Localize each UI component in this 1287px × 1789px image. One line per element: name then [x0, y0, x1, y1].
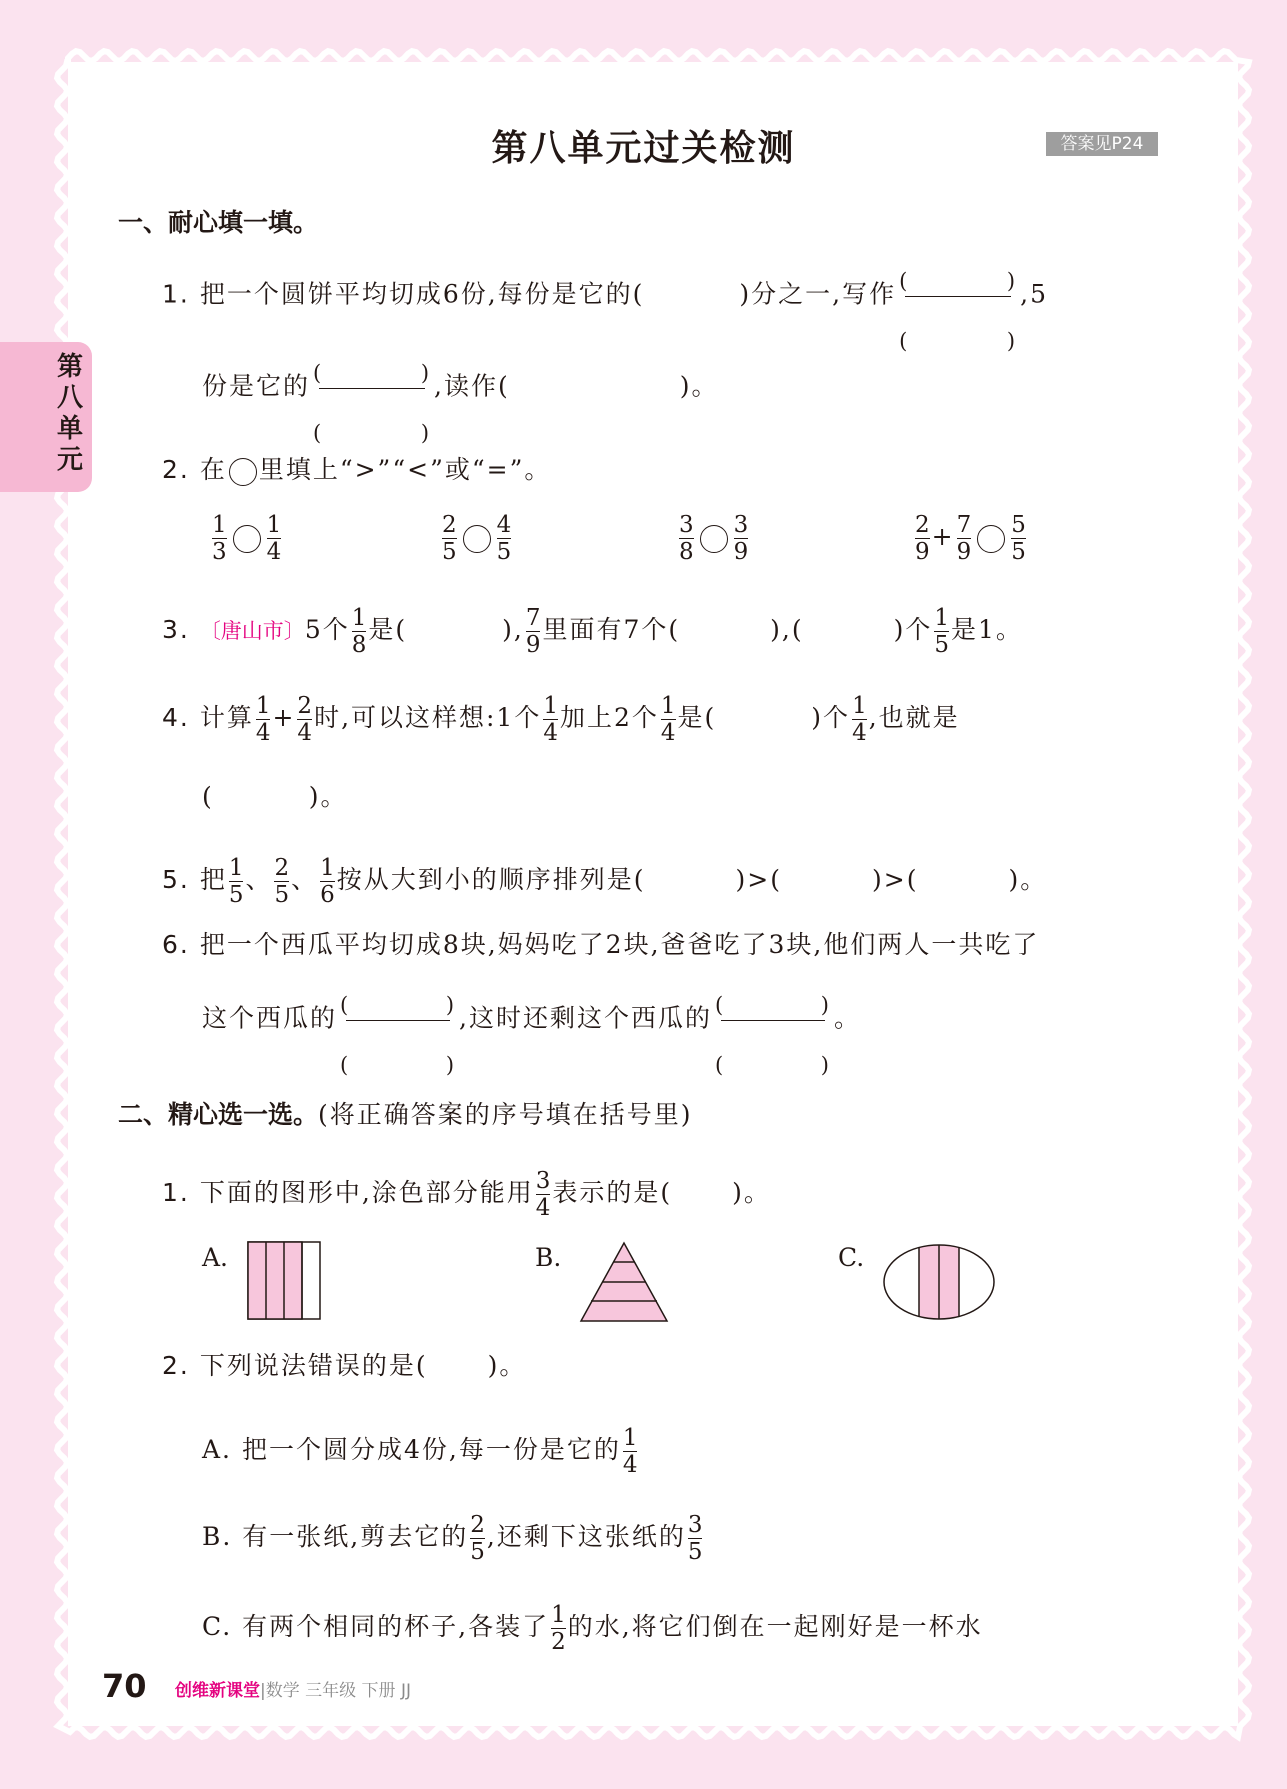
- fraction-blank[interactable]: ( ) ( ): [313, 361, 432, 445]
- compare-circle[interactable]: [463, 525, 491, 553]
- q-text: 把一个圆饼平均切成6份,每份是它的(: [199, 279, 645, 309]
- rectangle-figure: [246, 1240, 326, 1322]
- compare-item-3: [677, 512, 750, 565]
- compare-item-4: $\frac{2}{9}$ + $\frac{7}{9}$ $\frac{5}{5}$: [915, 512, 1026, 565]
- compare-circle[interactable]: [700, 525, 728, 553]
- fraction: $\frac{1}{4}$: [266, 512, 282, 565]
- fraction-blank[interactable]: ( ) ( ): [340, 993, 457, 1077]
- option-a-label[interactable]: A.: [202, 1243, 229, 1272]
- q-number: 4.: [162, 703, 190, 732]
- fraction: $\frac{2}{9}$: [915, 512, 930, 565]
- triangle-figure: [578, 1240, 670, 1324]
- fraction: $\frac{2}{4}$: [297, 693, 313, 746]
- side-tab-label: 第八单元: [56, 352, 83, 475]
- compare-circle[interactable]: [977, 525, 1005, 553]
- fraction: $\frac{1}{3}$: [212, 512, 227, 565]
- option-c-label[interactable]: C.: [838, 1243, 865, 1272]
- q-text: )。: [679, 371, 719, 401]
- s1-q3-line: 3. 〔唐山市〕5个 $\frac{1}{8}$ 是( ), $\frac{7}{9}$ 里面有7个( ),( )个 $\frac{1}{5}$ 是1。: [162, 605, 1023, 658]
- s2-q2-option-b[interactable]: B. 有一张纸,剪去它的 $\frac{2}{5}$ ,还剩下这张纸的 $\frac{3}{5}$: [202, 1512, 703, 1565]
- q-number: 3.: [162, 615, 190, 644]
- q-text: 里填上“>”“<”或“=”。: [258, 455, 552, 484]
- fraction: $\frac{2}{5}$: [442, 512, 457, 565]
- fraction: $\frac{1}{4}$: [852, 693, 867, 746]
- compare-item-1: [210, 512, 283, 565]
- q-number: 5.: [162, 865, 190, 894]
- fraction: $\frac{2}{5}$: [470, 1512, 485, 1565]
- fraction: $\frac{1}{4}$: [543, 693, 558, 746]
- section2-note: (将正确答案的序号填在括号里): [318, 1100, 693, 1129]
- footer-subject: 数学 三年级 下册 JJ: [265, 1681, 411, 1701]
- q-text: 份是它的: [202, 371, 311, 401]
- brand-name: 创维新课堂: [175, 1681, 260, 1701]
- s1-q6-line2: 这个西瓜的 ( ) ( ) ,这时还剩这个西瓜的 ( ) ( ) 。: [202, 990, 861, 1050]
- fraction: $\frac{1}{4}$: [255, 693, 271, 746]
- q-number: 2.: [162, 1351, 190, 1380]
- s1-q6-line1: 6. 把一个西瓜平均切成8块,妈妈吃了2块,爸爸吃了3块,他们两人一共吃了: [162, 930, 1040, 959]
- fraction: $\frac{1}{8}$: [351, 605, 367, 658]
- q-text: ,读作(: [434, 371, 510, 401]
- page-number: 70: [102, 1667, 147, 1705]
- fraction: $\frac{7}{9}$: [956, 512, 972, 565]
- footer-separator: |: [260, 1681, 266, 1701]
- q-text: 在: [199, 455, 227, 484]
- fraction: $\frac{2}{5}$: [274, 855, 290, 908]
- q-number: 6.: [162, 930, 190, 959]
- fraction: $\frac{1}{5}$: [934, 605, 950, 658]
- s1-q5-line: 5. 把 $\frac{1}{5}$ 、 $\frac{2}{5}$ 、 $\frac{1}{6}$ 按从大到小的顺序排列是( )>( )>( )。: [162, 855, 1048, 908]
- s2-q1-line: 1. 下面的图形中,涂色部分能用 $\frac{3}{4}$ 表示的是( )。: [162, 1168, 771, 1221]
- s1-q4-line1: 4. 计算 $\frac{1}{4}$ + $\frac{2}{4}$ 时,可以这样想:1个 $\frac{1}{4}$ 加上2个 $\frac{1}{4}$ 是( )个 $\frac{1}{4}$ ,也就是: [162, 693, 960, 746]
- fraction: $\frac{1}{4}$: [622, 1425, 638, 1478]
- fraction: $\frac{1}{4}$: [660, 693, 676, 746]
- s2-q2-option-c[interactable]: C. 有两个相同的杯子,各装了 $\frac{1}{2}$ 的水,将它们倒在一起刚好是一杯水: [202, 1602, 983, 1655]
- compare-item-2: [440, 512, 513, 565]
- fraction-blank[interactable]: ( ) ( ): [899, 269, 1018, 353]
- fraction: $\frac{3}{8}$: [679, 512, 694, 565]
- page-title: 第八单元过关检测: [491, 128, 796, 169]
- q-text: ,5: [1020, 279, 1048, 309]
- s1-q4-line2: ( )。: [202, 782, 348, 811]
- s1-q2-line: [162, 455, 551, 486]
- footer-info: [175, 1676, 411, 1701]
- fraction: $\frac{3}{4}$: [535, 1168, 551, 1221]
- answer-reference-badge: 答案见P24: [1046, 132, 1158, 156]
- ellipse-figure: [882, 1242, 996, 1322]
- region-tag: 〔唐山市〕: [199, 619, 305, 643]
- q-number: 2.: [162, 455, 190, 484]
- s2-q2-option-a[interactable]: A. 把一个圆分成4份,每一份是它的 $\frac{1}{4}$: [202, 1425, 638, 1478]
- s1-q1-line1: [162, 266, 1048, 353]
- compare-circle[interactable]: [233, 525, 261, 553]
- fraction: $\frac{4}{5}$: [496, 512, 512, 565]
- fraction: $\frac{1}{6}$: [320, 855, 335, 908]
- fraction: $\frac{3}{9}$: [733, 512, 749, 565]
- q-number: 1.: [162, 279, 190, 309]
- fraction-blank[interactable]: ( ) ( ): [714, 993, 831, 1077]
- circle-icon: [229, 458, 257, 486]
- fraction: $\frac{1}{5}$: [228, 855, 244, 908]
- fraction: $\frac{3}{5}$: [687, 1512, 703, 1565]
- q-number: 1.: [162, 1178, 190, 1207]
- fraction: $\frac{1}{2}$: [551, 1602, 566, 1655]
- option-b-label[interactable]: B.: [535, 1243, 562, 1272]
- fraction: $\frac{5}{5}$: [1011, 512, 1026, 565]
- section2-heading: 二、精心选一选。: [118, 1100, 319, 1129]
- s1-q1-line2: [202, 358, 719, 445]
- section1-heading: 一、耐心填一填。: [118, 208, 319, 237]
- s2-q2-line: 2. 下列说法错误的是( )。: [162, 1351, 527, 1380]
- q-text: )分之一,写作: [739, 279, 897, 309]
- fraction: $\frac{7}{9}$: [525, 605, 541, 658]
- section2-heading-row: [118, 1095, 693, 1131]
